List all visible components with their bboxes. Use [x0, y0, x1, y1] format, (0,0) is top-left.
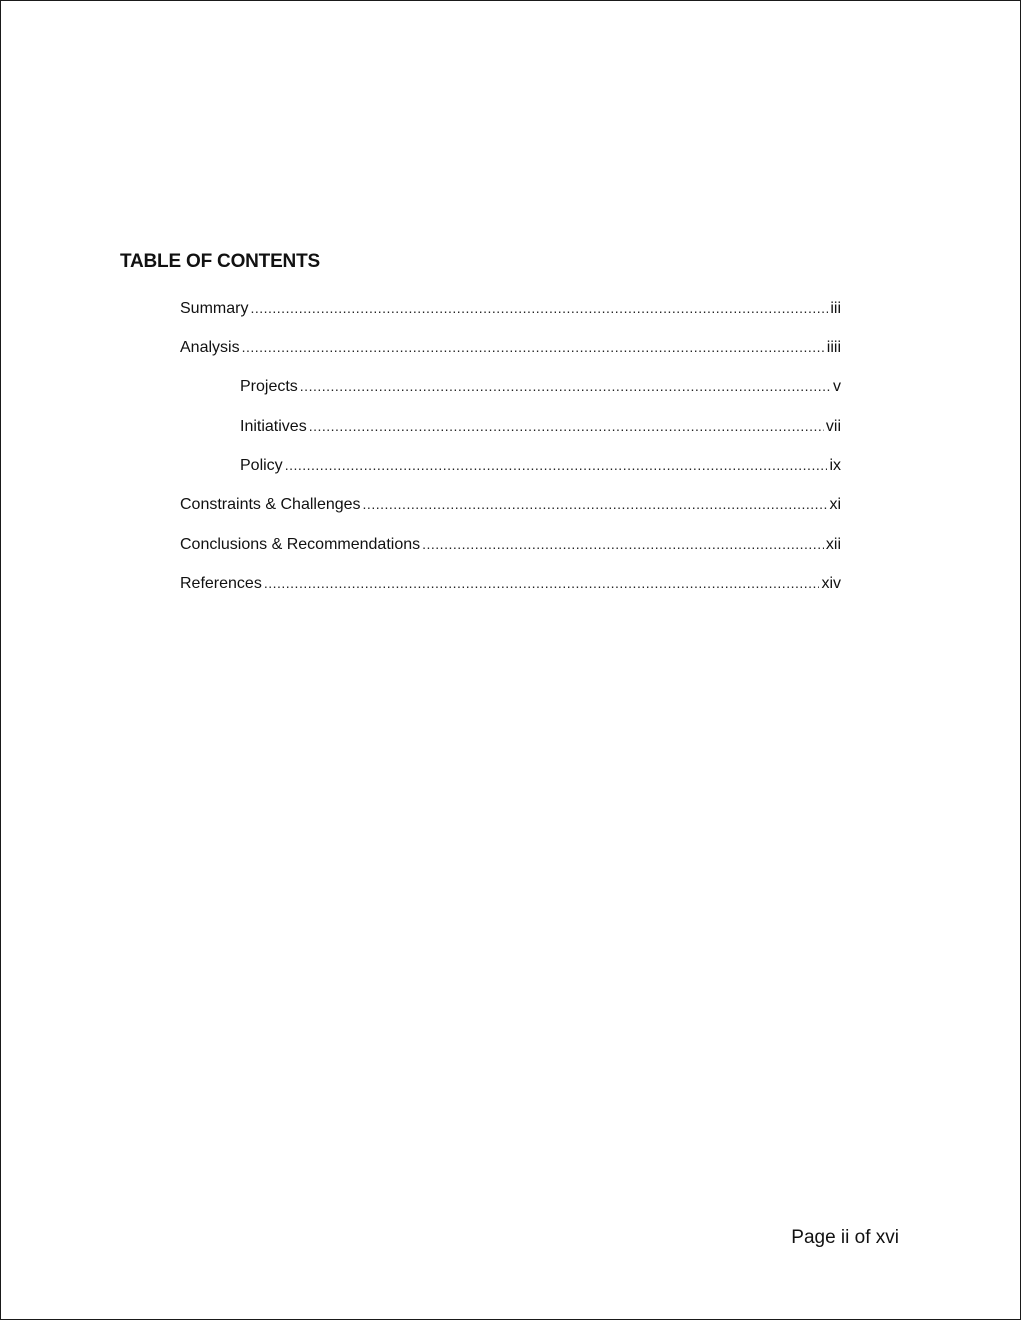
- toc-dot-leader: [422, 533, 824, 555]
- toc-entry-constraints-challenges[interactable]: [180, 493, 841, 515]
- toc-entry-page: ix: [829, 457, 841, 474]
- toc-entry-page: xiv: [821, 575, 841, 592]
- toc-entry-initiatives[interactable]: [240, 415, 841, 437]
- toc-dot-leader: [250, 297, 828, 319]
- toc-entry-label: Policy: [240, 457, 283, 474]
- toc-entry-page: v: [833, 378, 841, 395]
- toc-heading: TABLE OF CONTENTS: [120, 251, 320, 272]
- toc-dot-leader: [242, 336, 825, 358]
- toc-entry-label: References: [180, 575, 262, 592]
- toc-entry-label: Analysis: [180, 339, 240, 356]
- toc-entry-policy[interactable]: [240, 454, 841, 476]
- toc-entry-label: Projects: [240, 378, 298, 395]
- toc-entry-label: Summary: [180, 300, 249, 317]
- toc-entry-label: Initiatives: [240, 418, 307, 435]
- toc-entry-page: vii: [825, 418, 841, 435]
- toc-entry-page: iii: [830, 300, 841, 317]
- toc-entry-page: xi: [829, 496, 841, 513]
- toc-entry-conclusions-recommendations[interactable]: [180, 533, 841, 555]
- toc-dot-leader: [285, 454, 828, 476]
- toc-entry-summary[interactable]: [180, 297, 841, 319]
- toc-entry-projects[interactable]: [240, 375, 841, 397]
- toc-entry-label: Conclusions & Recommendations: [180, 536, 421, 553]
- toc-dot-leader: [264, 572, 820, 594]
- toc-entry-references[interactable]: [180, 572, 841, 594]
- toc-entry-label: Constraints & Challenges: [180, 496, 361, 513]
- toc-dot-leader: [300, 375, 831, 397]
- toc-entry-analysis[interactable]: [180, 336, 841, 358]
- toc-dot-leader: [363, 493, 828, 515]
- toc-entry-page: iiii: [826, 339, 841, 356]
- page-number-footer: Page ii of xvi: [791, 1227, 899, 1248]
- toc-entry-page: xii: [825, 536, 841, 553]
- toc-dot-leader: [309, 415, 824, 437]
